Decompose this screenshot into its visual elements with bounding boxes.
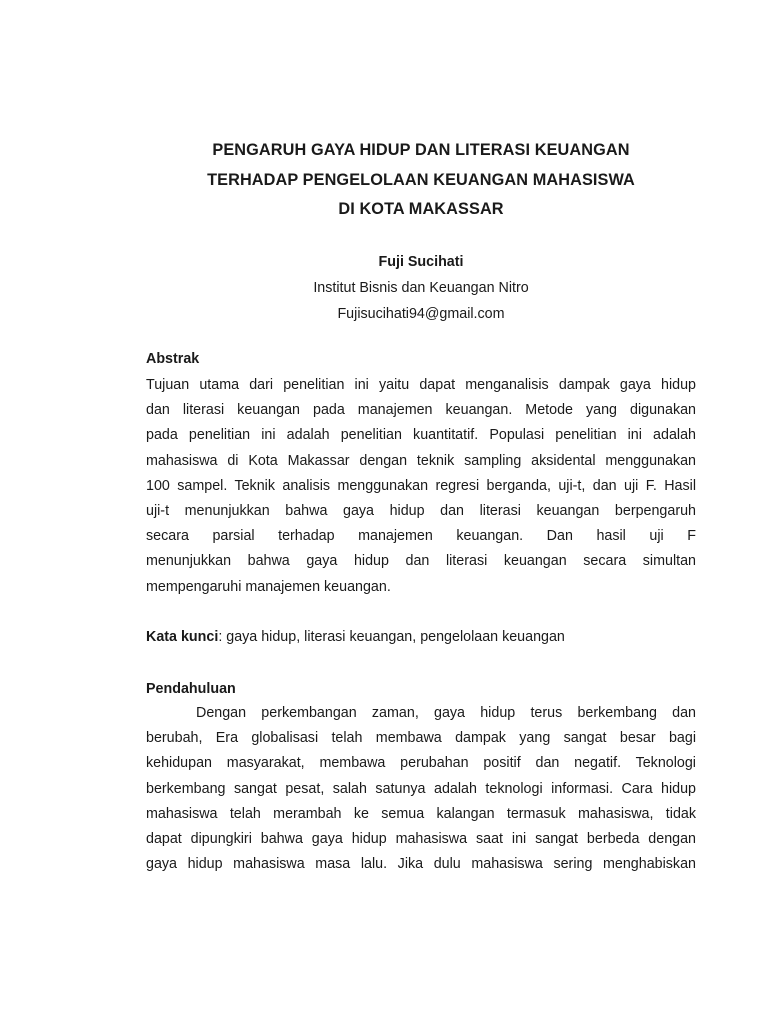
introduction-line: gaya hidup mahasiswa masa lalu. Jika dulu mahasiswa sering menghabiskan [146,856,696,873]
author-affiliation: Institut Bisnis dan Keuangan Nitro [313,280,529,296]
introduction-line: Dengan perkembangan zaman, gaya hidup terus berkembang dan [196,705,696,721]
keywords-label: Kata kunci [146,629,219,645]
introduction-heading: Pendahuluan [146,681,236,697]
abstract-line: Tujuan utama dari penelitian ini yaitu dapat menganalisis dampak gaya hidup [146,377,696,393]
abstract-line: mempengaruhi manajemen keuangan. [146,578,391,595]
author-name: Fuji Sucihati [378,254,464,270]
paper-title [100,136,742,225]
author-email: Fujisucihati94@gmail.com [337,306,505,322]
introduction-line: mahasiswa telah merambah ke semua kalangan termasuk mahasiswa, tidak [146,805,696,822]
introduction-paragraph [146,701,696,877]
abstract-line: menunjukkan bahwa gaya hidup dan literasi keuangan secara simultan [146,553,696,570]
title-line-2: TERHADAP PENGELOLAAN KEUANGAN MAHASISWA [207,170,635,189]
introduction-line: kehidupan masyarakat, membawa perubahan positif dan negatif. Teknologi [146,755,696,772]
abstract-paragraph [146,373,696,600]
introduction-line: dapat dipungkiri bahwa gaya hidup mahasiswa saat ini sangat berbeda dengan [146,830,696,847]
introduction-line: berubah, Era globalisasi telah membawa dampak yang sangat besar bagi [146,730,696,747]
abstract-line: secara parsial terhadap manajemen keuangan. Dan hasil uji F [146,528,696,545]
author-block [100,249,742,327]
introduction-line: berkembang sangat pesat, salah satunya adalah teknologi informasi. Cara hidup [146,780,696,797]
abstract-line: uji-t menunjukkan bahwa gaya hidup dan literasi keuangan berpengaruh [146,502,696,519]
abstract-line: dan literasi keuangan pada manajemen keuangan. Metode yang digunakan [146,402,696,419]
abstract-line: pada penelitian ini adalah penelitian kuantitatif. Populasi penelitian ini adalah [146,427,696,444]
keywords-line [146,627,746,647]
title-line-3: DI KOTA MAKASSAR [338,200,504,218]
abstract-line: 100 sampel. Teknik analisis menggunakan regresi berganda, uji-t, dan uji F. Hasil [146,477,696,494]
abstract-heading: Abstrak [146,351,200,367]
title-line-1: PENGARUH GAYA HIDUP DAN LITERASI KEUANGAN [212,141,630,159]
abstract-line: mahasiswa di Kota Makassar dengan teknik sampling aksidental menggunakan [146,452,696,469]
keywords-text: : gaya hidup, literasi keuangan, pengelolaan keuangan [218,629,565,645]
